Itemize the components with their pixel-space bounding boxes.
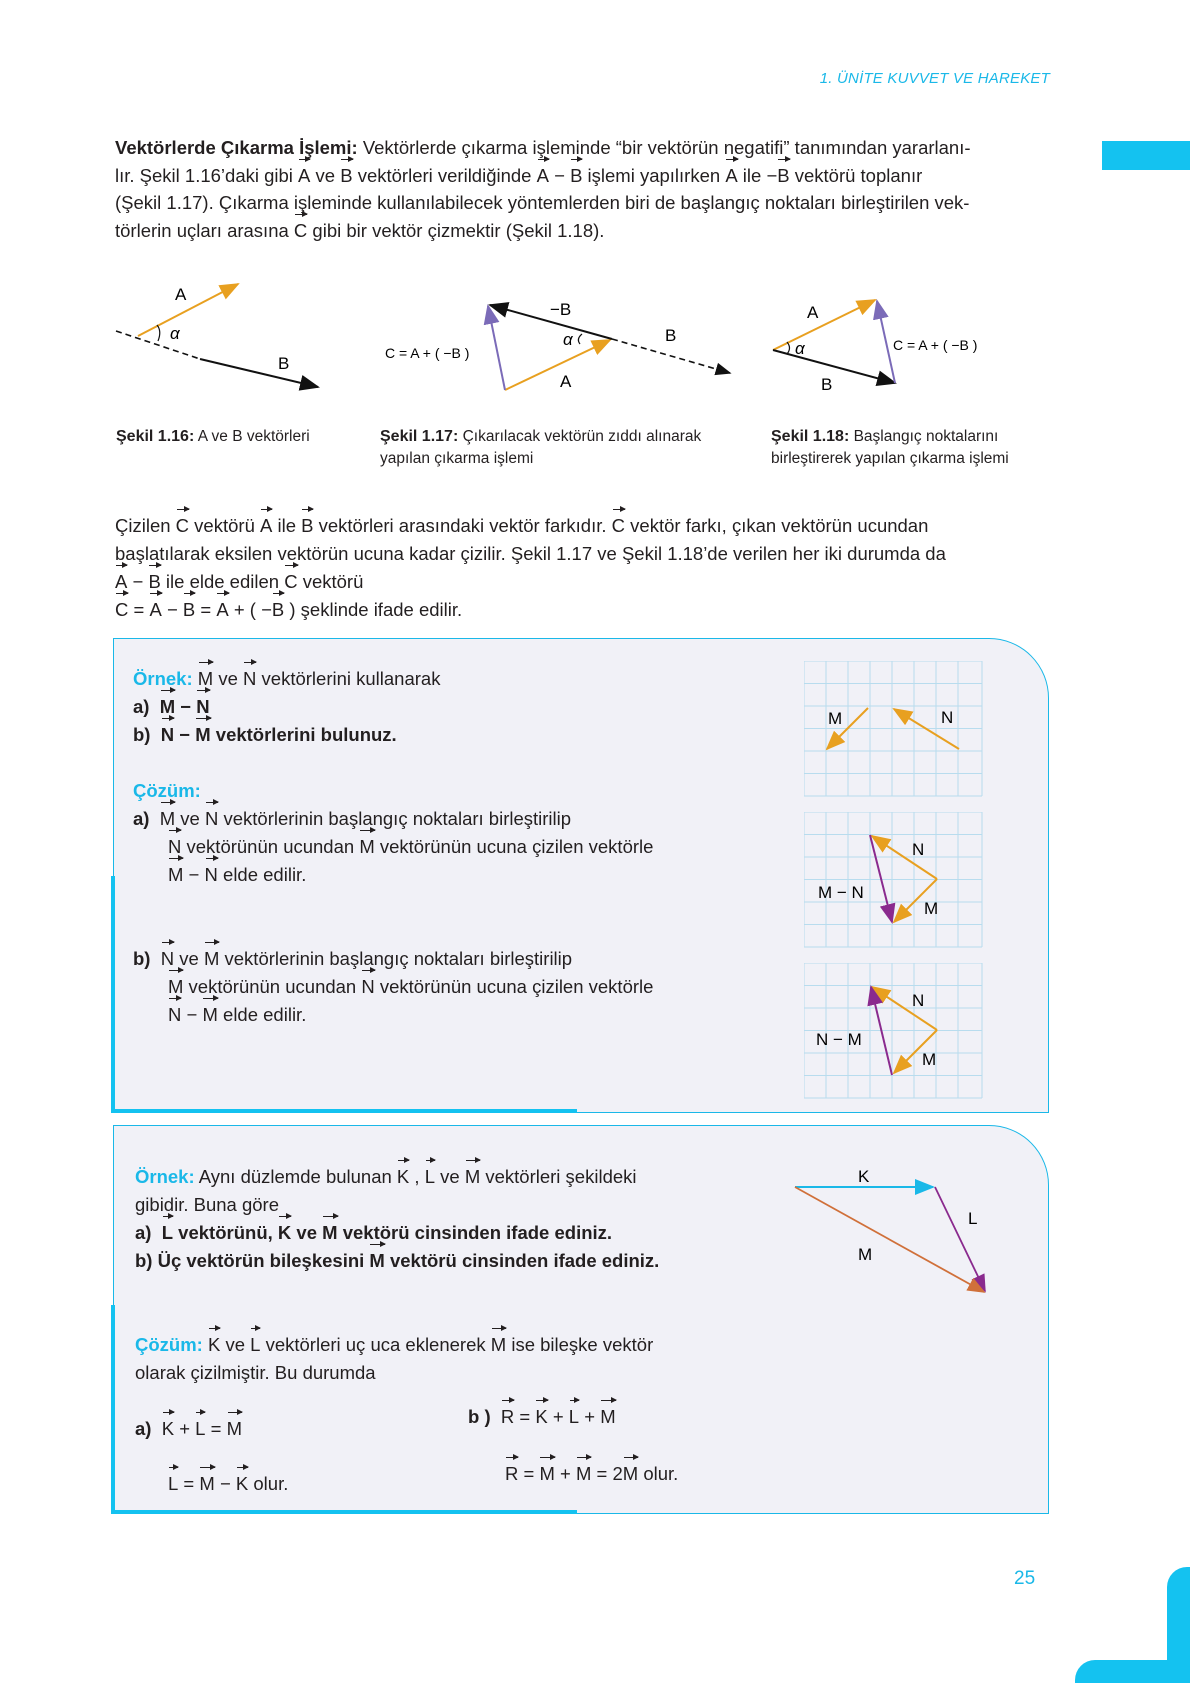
svg-text:A: A bbox=[807, 303, 819, 322]
svg-text:M: M bbox=[858, 1245, 873, 1264]
svg-text:M: M bbox=[922, 1050, 937, 1069]
solution-b-equation: b ) R = K + L + M bbox=[468, 1403, 616, 1431]
figure-1-18-caption: Şekil 1.18: Başlangıç noktalarını birleştirerek yapılan çıkarma işlemi bbox=[771, 428, 1009, 467]
grid-diagram-m-n bbox=[804, 661, 984, 797]
svg-text:M − N: M − N bbox=[818, 883, 864, 902]
svg-text:K: K bbox=[858, 1167, 870, 1186]
svg-text:A: A bbox=[175, 285, 187, 304]
figure-1-17-diagram bbox=[380, 285, 740, 400]
page-number: 25 bbox=[1014, 1568, 1036, 1589]
solution-a-equation: a) K + L = M bbox=[135, 1415, 242, 1443]
example-1-accent-left bbox=[111, 876, 115, 1113]
figure-1-16-caption: Şekil 1.16: A ve B vektörleri bbox=[116, 428, 310, 445]
svg-text:B: B bbox=[821, 375, 833, 394]
svg-text:N: N bbox=[912, 840, 925, 859]
svg-text:α: α bbox=[170, 324, 180, 343]
klm-vector-diagram bbox=[785, 1160, 1005, 1300]
svg-text:N − M: N − M bbox=[816, 1030, 862, 1049]
svg-text:−B: −B bbox=[550, 300, 572, 319]
figure-1-16-diagram bbox=[110, 275, 330, 395]
svg-text:A: A bbox=[560, 372, 572, 391]
solution-a-result: L = M − K olur. bbox=[168, 1470, 288, 1498]
corner-decoration-horizontal bbox=[1075, 1660, 1190, 1683]
solution-label: Çözüm: bbox=[133, 780, 201, 801]
grid-diagram-n-minus-m bbox=[804, 963, 984, 1099]
svg-text:N: N bbox=[912, 991, 925, 1010]
svg-text:α: α bbox=[795, 339, 805, 358]
example-1-accent-bottom bbox=[111, 1109, 577, 1113]
svg-text:C = A + ( −B ): C = A + ( −B ) bbox=[893, 337, 978, 353]
example-1-question: Örnek: M ve N vektörlerini kullanarak a) M − N b) N − M vektörlerini bulunuz. bbox=[133, 665, 733, 749]
svg-text:C = A + ( −B ): C = A + ( −B ) bbox=[385, 345, 470, 361]
solution-b-result: R = M + M = 2M olur. bbox=[505, 1460, 678, 1488]
figure-1-17-caption: Şekil 1.17: Çıkarılacak vektörün zıddı alınarak yapılan çıkarma işlemi bbox=[380, 428, 702, 467]
example-2-accent-bottom bbox=[111, 1510, 577, 1514]
svg-text:B: B bbox=[665, 326, 677, 345]
section-title: Vektörlerde Çıkarma İşlemi: bbox=[115, 137, 358, 158]
example-1-solution: Çözüm: a) M ve N vektörlerinin başlangıç noktaları birleştirilip N vektörünün ucundan M vektörünün ucuna çizilen vektörle M − N elde edilir. bbox=[133, 777, 753, 889]
example-2-accent-left bbox=[111, 1305, 115, 1514]
svg-text:M: M bbox=[828, 709, 843, 728]
svg-text:α: α bbox=[563, 330, 573, 349]
svg-text:B: B bbox=[278, 354, 290, 373]
unit-header: 1. ÜNİTE KUVVET VE HAREKET bbox=[819, 70, 1050, 87]
figure-1-18-diagram bbox=[765, 290, 1015, 400]
svg-text:L: L bbox=[968, 1209, 978, 1228]
example-2-question: Örnek: Aynı düzlemde bulunan K , L ve M vektörleri şekildeki gibidir. Buna göre a) L vektörünü, K ve M vektörü cinsinden ifade ediniz. b) Üç vektörün bileşkesini M vektörü cinsinden ifade ediniz. bbox=[135, 1163, 775, 1275]
explanation-paragraph: Çizilen C vektörü A ile B vektörleri arasındaki vektör farkıdır. C vektör farkı, çıkan vektörün ucundan başlatılarak eksilen vektörün ucuna kadar çizilir. Şekil 1.17 ve Şekil 1.18’de verilen her iki durumda da A − B ile elde edilen C vektörü C = A − B = A + ( −B ) şeklinde ifade edilir. bbox=[115, 512, 1045, 624]
svg-text:M: M bbox=[924, 899, 939, 918]
example-2-solution: Çözüm: K ve L vektörleri uç uca eklenerek M ise bileşke vektör olarak çizilmiştir. Bu durumda bbox=[135, 1331, 775, 1387]
chapter-tab-marker bbox=[1102, 141, 1190, 170]
svg-text:N: N bbox=[941, 708, 954, 727]
example-1-solution-b: b) N ve M vektörlerinin başlangıç noktaları birleştirilip M vektörünün ucundan N vektörünün ucuna çizilen vektörle N − M elde edilir. bbox=[133, 945, 753, 1029]
grid-diagram-m-minus-n bbox=[804, 812, 984, 948]
intro-paragraph: Vektörlerde Çıkarma İşlemi: Vektörlerde çıkarma işleminde “bir vektörün negatifi” tanımından yararlanı- lır. Şekil 1.16’daki gibi A ve B vektörleri verildiğinde A − B işlemi yapılırken A ile −B vektörü toplanır (Şekil 1.17). Çıkarma işleminde kullanılabilecek yöntemlerden biri de başlangıç noktaları birleştirilen vek- törlerin uçları arasına C gibi bir vektör çizmektir (Şekil 1.18). bbox=[115, 134, 1045, 244]
